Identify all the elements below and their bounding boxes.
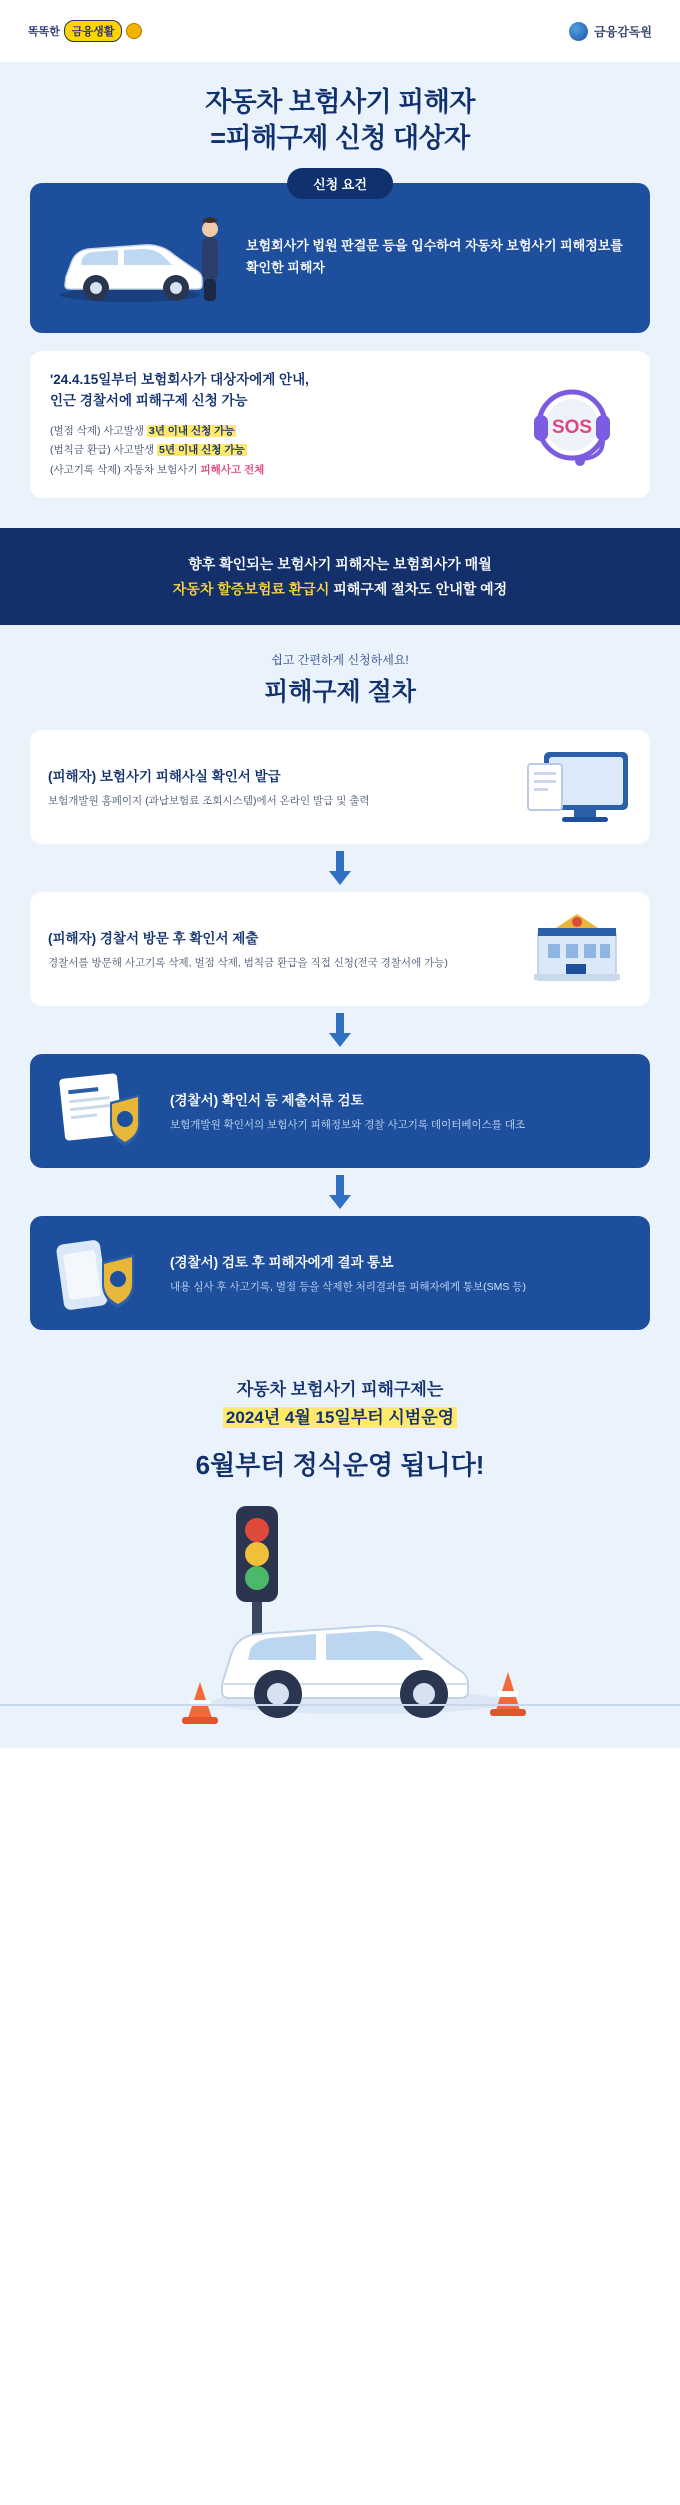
- notice-bullet-1-pre: (벌점 삭제) 사고발생: [50, 425, 147, 438]
- notice-bullet-3: [50, 461, 500, 480]
- brand-logo-right: [569, 22, 652, 41]
- sos-headset-icon: [510, 375, 630, 475]
- svg-text:SOS: SOS: [551, 416, 593, 438]
- police-station-icon: [522, 908, 632, 990]
- process-step-3: [30, 1054, 650, 1168]
- process-title: 피해구제 절차: [264, 678, 416, 707]
- notice-bullet-2: [50, 441, 500, 460]
- road-line: [0, 1704, 680, 1706]
- coin-icon: [126, 23, 142, 39]
- traffic-light-and-car-illustration: [0, 1488, 680, 1748]
- brand-logo-left: [28, 20, 142, 42]
- band-line1: 향후 확인되는 보험사기 피해자는 보험회사가 매월: [188, 556, 492, 573]
- document-shield-icon: [48, 1070, 158, 1152]
- page-title-line1: 자동차 보험사기 피해자: [205, 87, 475, 117]
- process-subtitle: 쉽고 간편하게 신청하세요!: [271, 653, 409, 668]
- process-step-2: [30, 892, 650, 1006]
- process-step-4: [30, 1216, 650, 1330]
- phone-shield-icon: [48, 1232, 158, 1314]
- schedule-band: [0, 528, 680, 625]
- closing-illustration: [0, 1488, 680, 1748]
- process-step-2-title: (피해자) 경찰서 방문 후 확인서 제출: [48, 930, 259, 946]
- process-step-1: [30, 730, 650, 844]
- requirement-text: 보험회사가 법원 판결문 등을 입수하여 자동차 보험사기 피해정보를 확인한 피해자: [246, 237, 623, 275]
- page-title-line2: =피해구제 신청 대상자: [210, 123, 470, 154]
- notice-bullet-3-highlight: 피해사고 전체: [200, 463, 265, 476]
- notice-card: [30, 351, 650, 498]
- process-section: [0, 625, 680, 1364]
- brand-logo-pre: 똑똑한: [28, 26, 60, 38]
- process-step-4-desc: 내용 심사 후 사고기록, 벌점 등을 삭제한 처리결과를 피해자에게 통보(SMS 등): [170, 1280, 526, 1293]
- fss-emblem-icon: [569, 22, 588, 41]
- monitor-icon: [522, 746, 632, 828]
- notice-bullet-2-highlight: 5년 이내 신청 가능: [159, 444, 245, 457]
- requirement-chip: 신청 요건: [287, 168, 393, 199]
- notice-title-line2: 인근 경찰서에 피해구제 신청 가능: [50, 393, 248, 409]
- notice-bullet-1-highlight: 3년 이내 신청 가능: [148, 425, 235, 438]
- closing-line-3: 6월부터 정식운영 됩니다!: [195, 1449, 485, 1480]
- process-step-2-desc: 경찰서를 방문해 사고기록 삭제, 벌점 삭제, 범칙금 환급을 직접 신청(전국 경찰서에 가능): [48, 956, 448, 969]
- process-step-1-desc: 보험개발원 홈페이지 (과납보험료 조회시스템)에서 온라인 발급 및 출력: [48, 794, 370, 807]
- band-line2-highlight: 자동차 할증보험료 환급시: [172, 580, 334, 597]
- closing-section: [0, 1364, 680, 1487]
- process-step-4-title: (경찰서) 검토 후 피해자에게 결과 통보: [170, 1254, 394, 1270]
- requirement-card: [30, 176, 650, 333]
- brand-logo-right-label: 금융감독원: [594, 24, 652, 39]
- notice-bullet-3-pre: (사고기록 삭제) 자동차 보험사기: [50, 463, 201, 476]
- process-step-3-title: (경찰서) 확인서 등 제출서류 검토: [170, 1092, 364, 1108]
- process-arrow-1: [30, 844, 650, 892]
- notice-bullet-2-pre: (범칙금 환급) 사고발생: [50, 444, 158, 457]
- closing-line-1: [30, 1376, 650, 1430]
- notice-bullet-1: [50, 422, 500, 441]
- notice-title-line1: '24.4.15일부터 보험회사가 대상자에게 안내,: [50, 371, 309, 387]
- notice-title: [50, 369, 500, 412]
- closing-line-2-highlight: 2024년 4월 15일부터 시범운영: [223, 1407, 457, 1428]
- closing-line-1-text: 자동차 보험사기 피해구제는: [236, 1380, 444, 1400]
- page-header: [0, 0, 680, 62]
- process-step-3-desc: 보험개발원 확인서의 보험사기 피해정보와 경찰 사고기록 데이터베이스를 대조: [170, 1118, 526, 1131]
- brand-logo-pill: 금융생활: [64, 20, 123, 42]
- page-title: [30, 84, 650, 157]
- process-arrow-3: [30, 1168, 650, 1216]
- car-and-person-illustration: [52, 203, 232, 311]
- hero-section: [0, 62, 680, 528]
- band-line2-rest: 피해구제 절차도 안내할 예정: [333, 580, 508, 597]
- process-step-1-title: (피해자) 보험사기 피해사실 확인서 발급: [48, 768, 281, 784]
- process-arrow-2: [30, 1006, 650, 1054]
